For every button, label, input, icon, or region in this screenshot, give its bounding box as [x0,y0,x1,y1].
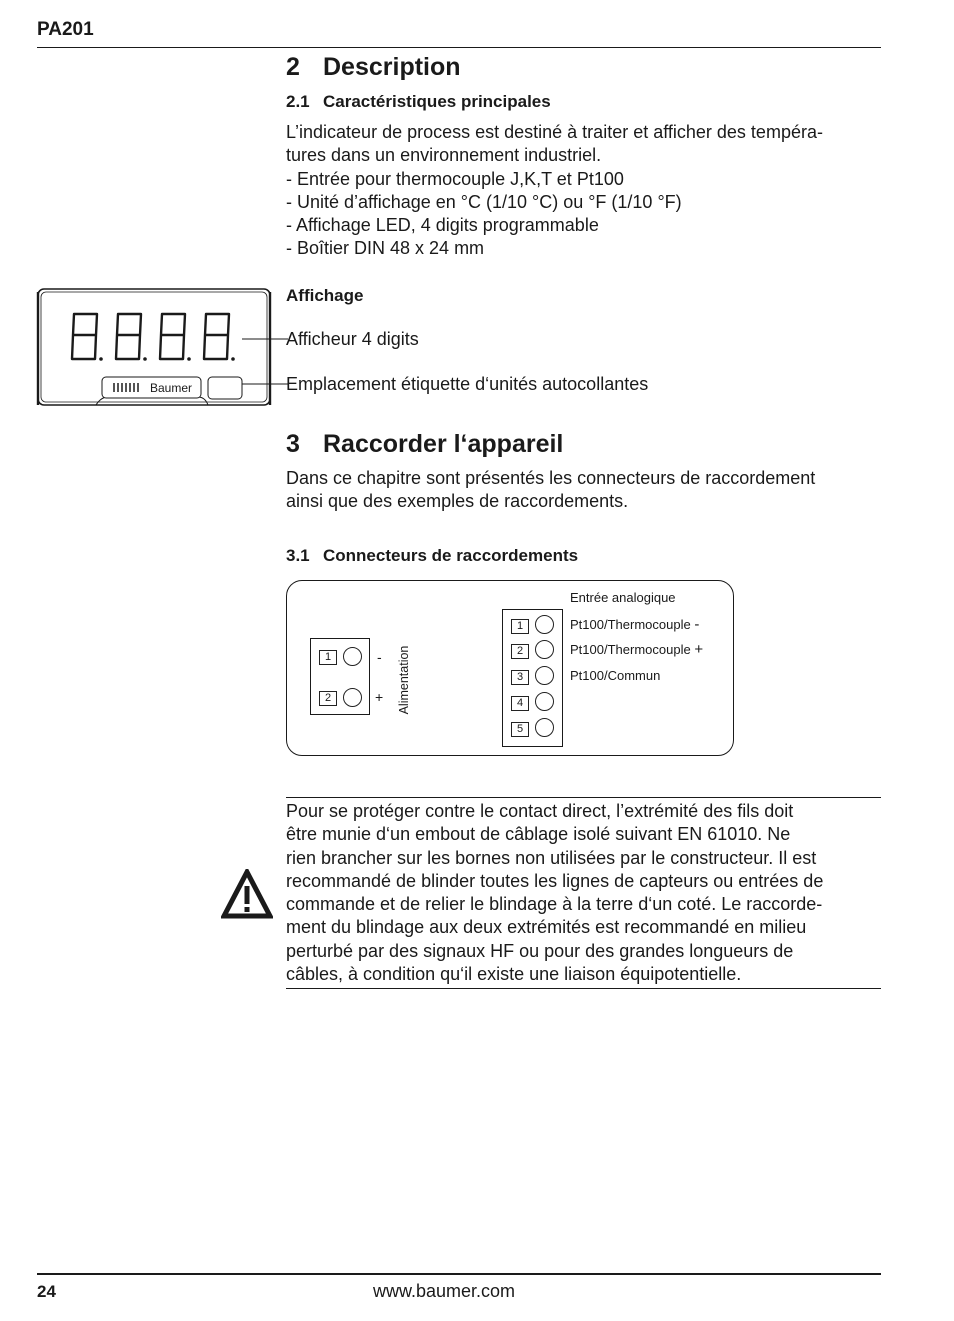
text-line: ment du blindage aux deux extrémités est recommandé en milieu [286,917,807,938]
analog-terminal [535,615,554,634]
sign-minus: - [694,616,700,633]
section-2-heading [286,53,461,82]
page-number: 24 [37,1282,56,1301]
section-title: Description [323,53,461,81]
analog-pin-number: 1 [511,619,529,634]
subsection-2-1-heading [286,92,551,112]
warning-top-rule [286,797,881,798]
sign-plus: + [694,641,704,658]
analog-terminal [535,666,554,685]
analog-pin-number: 4 [511,696,529,711]
warning-text [286,800,881,986]
document-code: PA201 [37,19,94,40]
text-line: commande et de relier le blindage à la terre d‘un coté. Le raccorde- [286,894,823,915]
subsection-number: 2.1 [286,92,310,111]
power-terminal [343,647,362,666]
analog-terminal [535,692,554,711]
analog-pin-3-label: Pt100/Commun [570,668,661,683]
power-pin-number: 1 [319,650,337,665]
analog-pin-1-label [570,616,699,633]
text-line: perturbé par des signaux HF ou pour des grandes longueurs de [286,940,794,961]
section-3-intro [286,467,881,514]
subsection-title: Caractéristiques principales [323,92,551,111]
section-3-heading [286,430,563,459]
callout-digits: Afficheur 4 digits [286,329,419,349]
text-line: rien brancher sur les bornes non utilisées par le constructeur. Il est [286,847,817,868]
list-item: - Entrée pour thermocouple J,K,T et Pt100 [286,168,624,189]
section-number: 2 [286,53,300,81]
power-pin-number: 2 [319,691,337,706]
unit-label-slot [208,377,242,399]
text-line: recommandé de blinder toutes les lignes de capteurs ou entrées de [286,870,824,891]
warning-bottom-rule [286,988,881,989]
text-line: ainsi que des exemples de raccordements. [286,491,629,512]
callout-unit-label: Emplacement étiquette d‘unités autocollantes [286,374,649,394]
power-label: Alimentation [397,645,411,715]
text-line: L’indicateur de process est destiné à traiter et afficher des tempéra- [286,122,823,142]
subsection-number: 3.1 [286,546,310,565]
section-title: Raccorder l‘appareil [323,430,564,458]
analog-pin-number: 3 [511,670,529,685]
analog-pin-number: 2 [511,644,529,659]
list-item: - Affichage LED, 4 digits programmable [286,215,599,236]
subsection-title: Connecteurs de raccordements [323,546,579,565]
analog-terminal [535,718,554,737]
analog-title: Entrée analogique [570,590,676,605]
section-number: 3 [286,430,300,458]
text-line: Pour se protéger contre le contact direct, l’extrémité des fils doit [286,801,794,821]
subsection-3-1-heading [286,546,578,566]
text-line: Dans ce chapitre sont présentés les connecteurs de raccordement [286,468,816,488]
display-heading: Affichage [286,286,364,305]
analog-pin-2-label [570,641,703,658]
analog-terminal [535,640,554,659]
power-sign-plus: + [375,689,384,705]
analog-pin-number: 5 [511,722,529,737]
brand-name: Baumer [150,381,193,395]
power-sign-minus: - [377,649,382,665]
list-item: - Unité d’affichage en °C (1/10 °C) ou °F (1/10 °F) [286,191,682,212]
features-text [286,121,881,261]
pin-label: Pt100/Thermocouple [570,617,691,632]
footer-url[interactable]: www.baumer.com [373,1281,516,1301]
text-line: câbles, à condition qu‘il existe une liaison équipotentielle. [286,964,742,985]
footer-rule [37,1273,881,1275]
list-item: - Boîtier DIN 48 x 24 mm [286,238,485,259]
header-rule [37,47,881,48]
text-line: être munie d‘un embout de câblage isolé suivant EN 61010. Ne [286,824,791,845]
power-terminal [343,688,362,707]
pin-label: Pt100/Thermocouple [570,642,691,657]
text-line: tures dans un environnement industriel. [286,145,602,166]
warning-triangle-icon [221,869,273,919]
